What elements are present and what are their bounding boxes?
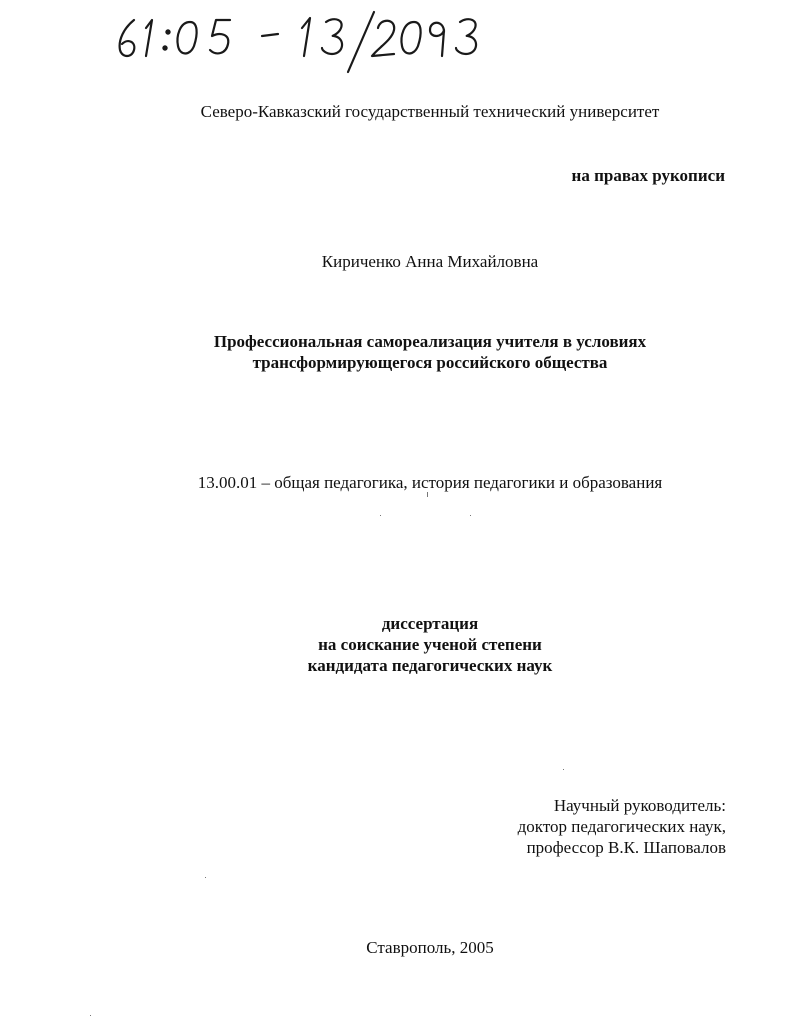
scan-speck — [380, 515, 381, 516]
scientific-advisor-block — [518, 795, 726, 858]
author-name: Кириченко Анна Михайловна — [321, 252, 539, 271]
thesis-title-line-2: трансформирующегося российского общества — [252, 353, 608, 372]
dissertation-degree-name: кандидата педагогических наук — [307, 656, 553, 675]
scan-speck — [470, 515, 471, 516]
scan-speck — [90, 1015, 91, 1016]
handwritten-archive-number — [112, 6, 512, 76]
university-name: Северо-Кавказский государственный технический университет — [200, 102, 660, 121]
dissertation-type: диссертация — [381, 614, 479, 633]
specialty-code: 13.00.01 – общая педагогика, история педагогики и образования — [197, 473, 663, 492]
advisor-degree: доктор педагогических наук, — [517, 817, 726, 836]
city-and-year: Ставрополь, 2005 — [366, 938, 494, 957]
advisor-label: Научный руководитель: — [553, 796, 726, 815]
manuscript-note: на правах рукописи — [571, 166, 725, 185]
dissertation-degree-line: на соискание ученой степени — [318, 635, 542, 654]
thesis-title-line-1: Профессиональная самореализация учителя в условиях — [213, 332, 647, 351]
advisor-name: профессор В.К. Шаповалов — [526, 838, 726, 857]
scan-speck — [563, 769, 564, 770]
scan-speck — [205, 877, 206, 878]
handwritten-archive-number-drawing — [112, 6, 512, 76]
scan-speck — [427, 492, 428, 497]
